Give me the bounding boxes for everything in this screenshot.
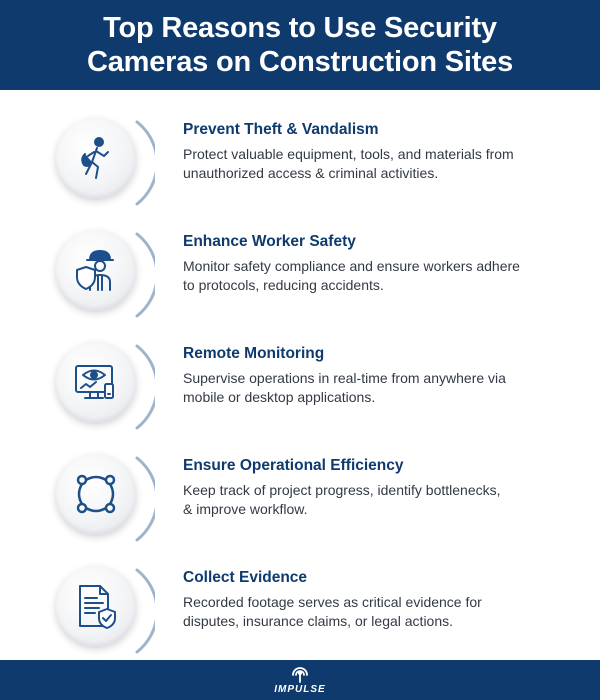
reason-icon-badge xyxy=(45,332,155,442)
footer-banner xyxy=(0,660,600,700)
reason-title: Ensure Operational Efficiency xyxy=(183,457,404,474)
reason-item-theft xyxy=(0,108,600,220)
reason-description-line-1: Keep track of project progress, identify bottlenecks, xyxy=(183,482,501,498)
reason-description-line-1: Recorded footage serves as critical evidence for xyxy=(183,594,482,610)
impulse-logo-icon xyxy=(289,665,311,683)
worker-shield-icon xyxy=(72,246,120,294)
reason-description-line-2: disputes, insurance claims, or legal actions. xyxy=(183,613,454,629)
icon-disc xyxy=(56,566,136,646)
reason-text xyxy=(183,568,563,631)
page-title-line-2: Cameras on Construction Sites xyxy=(86,46,514,78)
reason-description-line-2: unauthorized access & criminal activities. xyxy=(183,165,439,181)
reason-description-line-2: to protocols, reducing accidents. xyxy=(183,277,384,293)
reason-description-line-1: Protect valuable equipment, tools, and materials from xyxy=(183,146,514,162)
reason-text xyxy=(183,120,563,183)
reason-icon-badge xyxy=(45,108,155,218)
page-title-line-1: Top Reasons to Use Security xyxy=(103,12,497,44)
icon-disc xyxy=(56,454,136,534)
reasons-list xyxy=(0,90,600,660)
reason-icon-badge xyxy=(45,220,155,330)
workflow-cycle-icon xyxy=(72,470,120,518)
reason-text xyxy=(183,456,563,519)
reason-description-line-2: mobile or desktop applications. xyxy=(183,389,376,405)
brand-name: IMPULSE xyxy=(274,684,326,695)
monitor-eye-icon xyxy=(72,358,120,406)
reason-title: Enhance Worker Safety xyxy=(183,233,356,250)
icon-disc xyxy=(56,230,136,310)
reason-description-line-1: Supervise operations in real-time from anywhere via xyxy=(183,370,506,386)
icon-disc xyxy=(56,118,136,198)
reason-title: Prevent Theft & Vandalism xyxy=(183,121,379,138)
reason-item-remote-monitoring xyxy=(0,332,600,444)
reason-item-operational-efficiency xyxy=(0,444,600,556)
document-check-icon xyxy=(72,582,120,630)
icon-disc xyxy=(56,342,136,422)
reason-icon-badge xyxy=(45,556,155,666)
reason-item-worker-safety xyxy=(0,220,600,332)
reason-item-collect-evidence xyxy=(0,556,600,668)
reason-title: Collect Evidence xyxy=(183,569,308,586)
reason-description-line-1: Monitor safety compliance and ensure workers adhere xyxy=(183,258,520,274)
thief-icon xyxy=(72,134,120,182)
reason-text xyxy=(183,232,563,295)
header-banner xyxy=(0,0,600,90)
reason-text xyxy=(183,344,563,407)
reason-title: Remote Monitoring xyxy=(183,345,325,362)
reason-icon-badge xyxy=(45,444,155,554)
reason-description-line-2: & improve workflow. xyxy=(183,501,308,517)
